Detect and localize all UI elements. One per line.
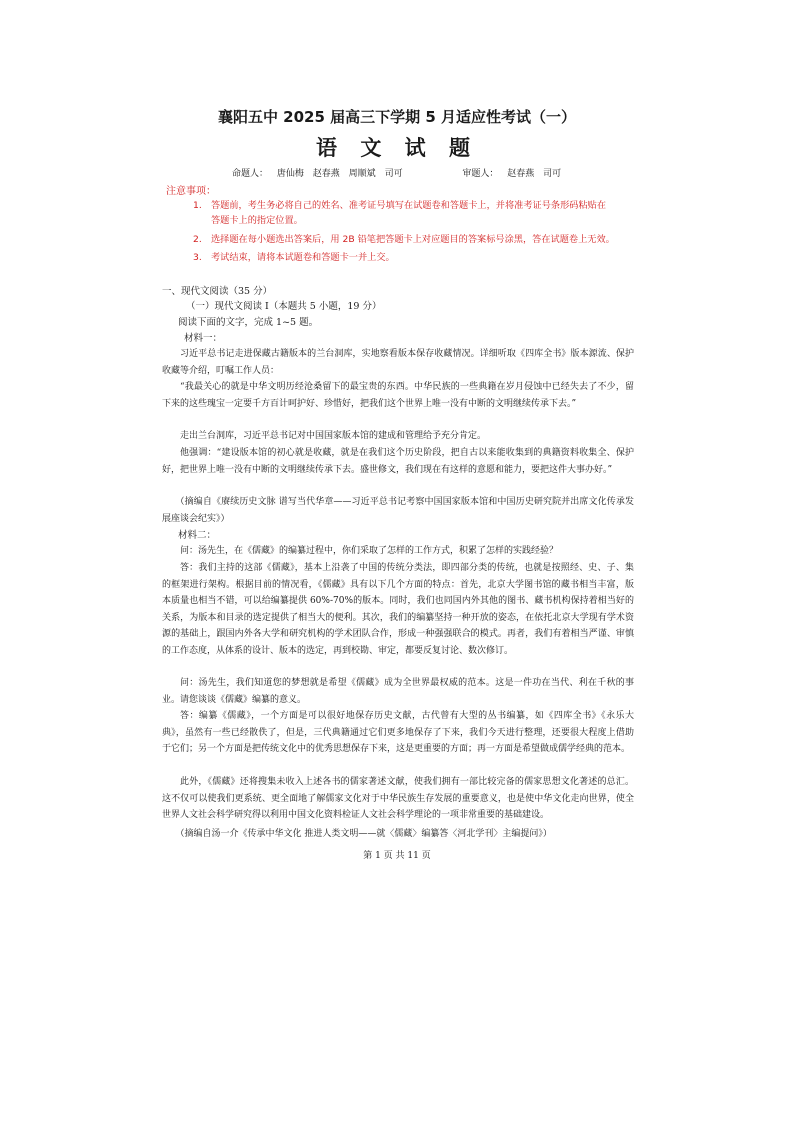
paragraph: 答：编纂《儒藏》，一个方面是可以很好地保存历史文献，古代曾有大型的丛书编纂，如《四库全书》《永乐大典》，虽然有一些已经散佚了，但是，三代典籍通过它们更多地保存了下来，我们今天进行整理，还要很大程度上借助于它们；另一个方面是把传统文化中的优秀思想保存下来，这是更重要的方面；再一方面是希望做成儒学经典的范本。	[162, 711, 634, 754]
page-number: 第 1 页 共 11 页	[363, 851, 431, 861]
notice-title: 注意事项：	[166, 186, 216, 197]
material-label: 材料二：	[178, 530, 217, 541]
reviewers-label: 审题人：	[462, 169, 499, 179]
paragraph: 他强调：“建设版本馆的初心就是收藏，就是在我们这个历史阶段，把自古以来能收集到的典籍资料收集全、保护好，把世界上唯一没有中断的文明继续传承下去。盛世修文，我们现在有这样的意愿和能力，要把这件大事办好。”	[162, 448, 634, 475]
paragraph: 答：我们主持的这部《儒藏》，基本上沿袭了中国的传统分类法，即四部分类的传统，也就是按照经、史、子、集的框架进行架构。根据目前的情况看，《儒藏》具有以下几个方面的特点：首先，北京大学图书馆的藏书相当丰富，版本质量也相当不错，可以给编纂提供 60%-70%的版本。同时，我们也同国内外其他的图书、藏书机构保持着相当好的关系，为版本和目录的选定提供了相当大的便利。其次，我们的编纂坚持一种开放的姿态，在依托北京大学现有学术资源的基础上，跟国内外各大学和研究机构的学术团队合作，形成一种强强联合的模式。再者，我们有着相当严谨、审慎的工作态度，从体系的设计、版本的选定，再到校勘、审定，都要反复讨论、数次修订。	[162, 563, 634, 656]
author-name: 司可	[384, 169, 403, 179]
author-name: 赵春燕	[312, 169, 340, 179]
paragraph: “我最关心的就是中华文明历经沧桑留下的最宝贵的东西。中华民族的一些典籍在岁月侵蚀中已经失去了不少，留下来的这些瑰宝一定要千方百计呵护好、珍惜好，把我们这个世界上唯一没有中断的文明继续传承下去。”	[162, 382, 634, 409]
paragraph: 此外，《儒藏》还将搜集未收入上述各书的儒家著述文献，使我们拥有一部比较完备的儒家思想文化著述的总汇。这不仅可以使我们更系统、更全面地了解儒家文化对于中华民族生存发展的重要意义，也是使中华文化走向世界，使全世界人文社会科学研究得以利用中国文化资料检证人文社会科学理论的一项非常重要的基础建设。	[162, 777, 634, 820]
paragraph: 问：汤先生，在《儒藏》的编纂过程中，你们采取了怎样的工作方式，积累了怎样的实践经验？	[180, 546, 559, 556]
author-name: 周顺斌	[348, 169, 376, 179]
exam-title: 襄阳五中 2025 届高三下学期 5 月适应性考试（一）	[217, 108, 577, 126]
source-citation: （摘编自汤一介《传承中华文化 推进人类文明——就〈儒藏〉编纂答〈河北学刊〉主编提问》）	[175, 829, 552, 839]
authors-label: 命题人：	[232, 169, 269, 179]
authors-line	[232, 166, 632, 179]
reviewer-name: 司可	[543, 169, 562, 179]
notice-item-3: 3. 考试结束，请将本试题卷和答题卡一并上交。	[193, 252, 395, 263]
material-label: 材料一：	[184, 333, 223, 344]
notice-item-2: 2. 选择题在每小题选出答案后，用 2B 铅笔把答题卡上对应题目的答案标号涂黑，答在试题卷上无效。	[193, 234, 615, 245]
paragraph: 习近平总书记走进保藏古籍版本的兰台洞库，实地察看版本保存收藏情况。详细听取《四库全书》版本源流、保护收藏等介绍，叮嘱工作人员：	[162, 349, 634, 376]
notice-item-1: 1. 答题前，考生务必将自己的姓名、准考证号填写在试题卷和答题卡上，并将准考证号条形码粘贴在 答题卡上的指定位置。	[193, 200, 607, 226]
source-citation: （摘编自《赓续历史文脉 谱写当代华章——习近平总书记考察中国国家版本馆和中国历史研究院并出席文化传承发展座谈会纪实》）	[162, 497, 634, 524]
subsection-heading: （一）现代文阅读 I（本题共 5 小题，19 分）	[186, 301, 382, 312]
paragraph: 问：汤先生，我们知道您的梦想就是希望《儒藏》成为全世界最权威的范本。这是一件功在当代、利在千秋的事业。请您谈谈《儒藏》编纂的意义。	[162, 678, 634, 705]
paragraph: 走出兰台洞库，习近平总书记对中国国家版本馆的建成和管理给予充分肯定。	[180, 431, 487, 441]
instruction: 阅读下面的文字，完成 1~5 题。	[178, 317, 319, 328]
section-heading: 一、现代文阅读（35 分）	[162, 286, 273, 297]
reviewer-name: 赵春燕	[507, 169, 535, 179]
exam-subtitle: 语 文 试 题	[316, 136, 478, 160]
author-name: 唐仙梅	[276, 169, 304, 179]
